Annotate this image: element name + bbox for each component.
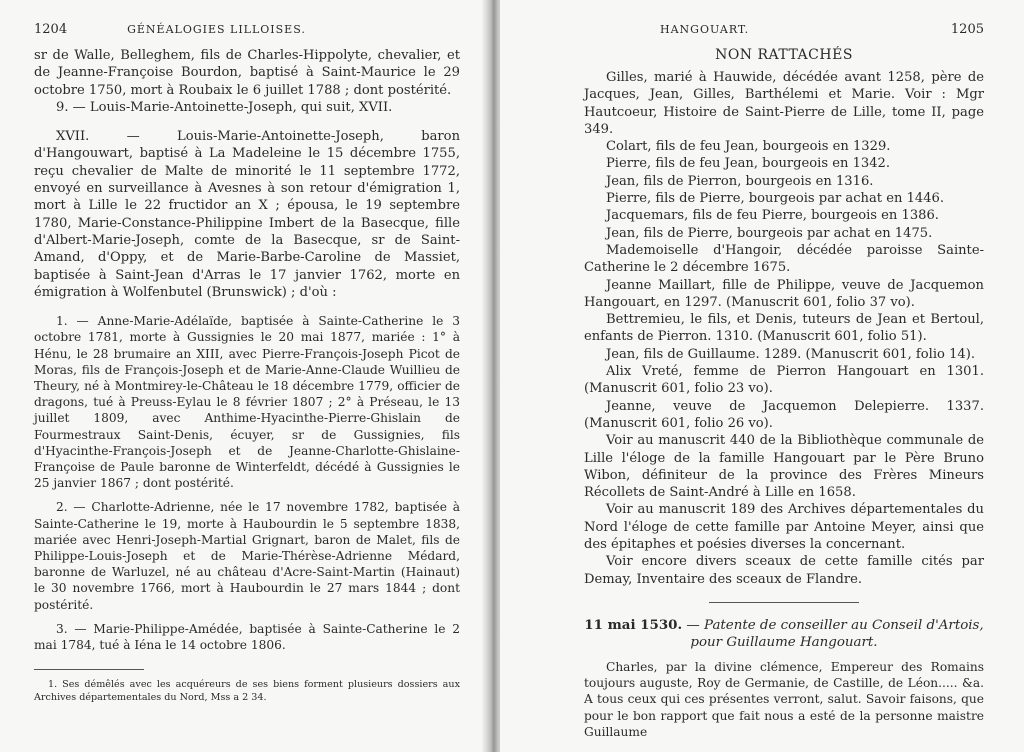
right-paragraph: Jeanne, veuve de Jacquemon Delepierre. 1337. (Manuscrit 601, folio 26 vo). bbox=[584, 398, 984, 431]
right-paragraph: Alix Vreté, femme de Pierron Hangouart en 1301. (Manuscrit 601, folio 23 vo). bbox=[584, 364, 984, 397]
right-paragraph: Gilles, marié à Hauwide, décédée avant 1258, père de Jacques, Jean, Gilles, Barthélemi et Marie. Voir : Mgr Hautcoeur, Histoire de Saint-Pierre de Lille, tome II, page 349. bbox=[584, 70, 984, 137]
left-running-head bbox=[34, 22, 460, 37]
left-paragraph-generation-xvii: XVII. — Louis-Marie-Antoinette-Joseph, baron d'Hangouwart, baptisé à La Madeleine le 15 décembre 1755, reçu chevalier de Malte de minorité le 11 septembre 1772, envoyé en surveillance à Avesnes à son retour d'émigration 1, mort à Lille le 22 fructidor an X ; épousa, le 19 septembre 1780, Marie-Constance-Philippine Imbert de la Basecque, fille d'Albert-Marie-Joseph, comte de la Basecque, sr de Saint-Amand, d'Oppy, et de Marie-Barbe-Caroline de Massiet, baptisée à Saint-Jean d'Arras le 17 janvier 1762, morte en émigration à Wolfenbutel (Brunswick) ; d'où : bbox=[34, 129, 460, 300]
section-title: NON RATTACHÉS bbox=[715, 47, 853, 63]
left-paragraph: 9. — Louis-Marie-Antoinette-Joseph, qui suit, XVII. bbox=[56, 99, 393, 115]
left-child-entry: 3. — Marie-Philippe-Amédée, baptisée à Sainte-Catherine le 2 mai 1784, tué à Iéna le 14 octobre 1806. bbox=[34, 621, 460, 653]
right-paragraph: Jean, fils de Pierre, bourgeois par achat en 1475. bbox=[606, 225, 933, 241]
right-paragraph: Jean, fils de Guillaume. 1289. (Manuscrit 601, folio 14). bbox=[606, 346, 975, 362]
right-paragraph: Jacquemars, fils de feu Pierre, bourgeois en 1386. bbox=[606, 208, 939, 224]
left-page bbox=[0, 0, 488, 752]
section-divider bbox=[709, 602, 859, 603]
right-paragraph: Bettremieu, le fils, et Denis, tuteurs de Jean et Bertoul, enfants de Pierron. 1310. (Manuscrit 601, folio 51). bbox=[584, 312, 984, 345]
right-page bbox=[500, 0, 1024, 752]
right-paragraph: Pierre, fils de feu Jean, bourgeois en 1342. bbox=[606, 156, 891, 172]
patent-text: Charles, par la divine clémence, Empereur des Romains toujours auguste, Roy de Germanie, de Castille, de Léon..... &a. A tous ceux qui ces présentes verront, salut. Savoir faisons, que pour le bon rapport que fait nous a esté de la personne maistre Guillaume bbox=[584, 659, 984, 739]
right-paragraph: Pierre, fils de Pierre, bourgeois par achat en 1446. bbox=[606, 191, 945, 207]
right-paragraph: Voir encore divers sceaux de cette famille cités par Demay, Inventaire des sceaux de Flandre. bbox=[584, 554, 984, 587]
left-paragraph: sr de Walle, Belleghem, fils de Charles-Hippolyte, chevalier, et de Jeanne-Françoise Bourdon, baptisé à Saint-Maurice le 29 octobre 1750, mort à Roubaix le 6 juillet 1788 ; dont postérité. bbox=[34, 48, 460, 98]
left-child-entry: 1. — Anne-Marie-Adélaïde, baptisée à Sainte-Catherine le 3 octobre 1781, morte à Gussignies le 20 mai 1877, mariée : 1° à Hénu, le 28 brumaire an XIII, avec Pierre-François-Joseph Picot de Moras, fils de François-Joseph et de Marie-Anne-Claude Wuillieu de Theury, né à Montmirey-le-Château le 18 décembre 1779, officier de dragons, tué à Preuss-Eylau le 8 février 1807 ; 2° à Préseau, le 13 juillet 1809, avec Anthime-Hyacinthe-Pierre-Ghislain de Fourmestraux Saint-Denis, écuyer, sr de Gussignies, fils d'Hyacinthe-François-Joseph et de Jeanne-Charlotte-Ghislaine-Françoise de Paule baronne de Winterfeldt, décédé à Gussignies le 25 janvier 1867 ; dont postérité. bbox=[34, 314, 460, 491]
right-paragraph: Jean, fils de Pierron, bourgeois en 1316. bbox=[606, 173, 874, 189]
right-paragraph: Jeanne Maillart, fille de Philippe, veuve de Jacquemon Hangouart, en 1297. (Manuscrit 601, folio 37 vo). bbox=[584, 277, 984, 310]
right-paragraph: Voir au manuscrit 440 de la Bibliothèque communale de Lille l'éloge de la famille Hangouart par le Père Bruno Wibon, définiteur de la province des Frères Mineurs Récollets de Saint-André à Lille en 1658. bbox=[584, 433, 984, 501]
footnote-divider bbox=[34, 669, 144, 670]
right-paragraph: Voir au manuscrit 189 des Archives départementales du Nord l'éloge de cette famille par Antoine Meyer, ainsi que des épitaphes et poésies diverses la concernant. bbox=[584, 502, 984, 553]
patent-date: 11 mai 1530. bbox=[584, 616, 683, 633]
right-running-head bbox=[584, 22, 984, 37]
patent-title: — Patente de conseiller au Conseil d'Artois, pour Guillaume Hangouart. bbox=[686, 617, 984, 650]
right-paragraph: Colart, fils de feu Jean, bourgeois en 1329. bbox=[606, 139, 891, 155]
left-page-number: 1204 bbox=[34, 22, 68, 37]
footnote: 1. Ses démêlés avec les acquéreurs de ses biens forment plusieurs dossiers aux Archives départementales du Nord, Mss a 2 34. bbox=[34, 679, 460, 704]
right-paragraph: Mademoiselle d'Hangoir, décédée paroisse Sainte-Catherine le 2 décembre 1675. bbox=[584, 242, 984, 276]
right-page-number: 1205 bbox=[950, 22, 984, 37]
left-child-entry: 2. — Charlotte-Adrienne, née le 17 novembre 1782, baptisée à Sainte-Catherine le 19, morte à Haubourdin le 5 septembre 1838, mariée avec Henri-Joseph-Martial Grignart, baron de Malet, fils de Philippe-Louis-Joseph et de Marie-Thérèse-Adrienne Médard, baronne de Warluzel, né au château d'Acre-Saint-Martin (Hainaut) le 30 novembre 1766, mort à Haubourdin le 27 mars 1844 ; dont postérité. bbox=[34, 500, 460, 612]
left-running-title: GÉNÉALOGIES LILLOISES. bbox=[127, 23, 306, 36]
right-running-title: HANGOUART. bbox=[660, 23, 750, 36]
patent-heading bbox=[584, 617, 984, 651]
